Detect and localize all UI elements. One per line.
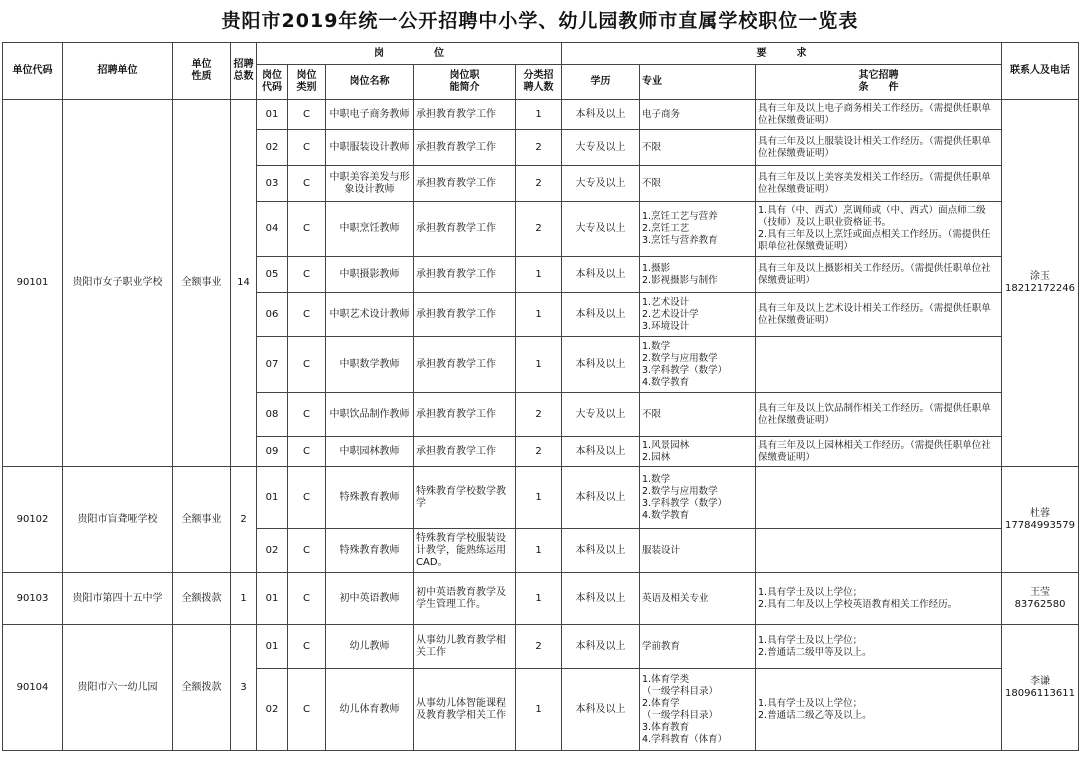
header-requirements-group: 要 求 <box>562 43 1002 65</box>
position-count: 1 <box>516 337 562 393</box>
education-requirement: 本科及以上 <box>562 437 640 467</box>
position-desc: 特殊教育学校服装设计教学，能熟练运用CAD。 <box>414 529 516 573</box>
position-desc: 承担教育教学工作 <box>414 130 516 166</box>
unit-name: 贵阳市第四十五中学 <box>63 573 173 625</box>
position-count: 2 <box>516 130 562 166</box>
position-desc: 从事幼儿体智能课程及教育教学相关工作 <box>414 669 516 751</box>
header-pos-count: 分类招 聘人数 <box>516 65 562 100</box>
other-requirement: 具有三年及以上饮品制作相关工作经历。（需提供任职单位社保缴费证明） <box>756 393 1002 437</box>
education-requirement: 本科及以上 <box>562 625 640 669</box>
header-education: 学历 <box>562 65 640 100</box>
major-requirement: 电子商务 <box>640 100 756 130</box>
contact-info: 杜蓉 17784993579 <box>1002 467 1079 573</box>
major-requirement: 1.数学 2.数学与应用数学 3.学科教学（数学） 4.数学教育 <box>640 467 756 529</box>
major-requirement: 1.艺术设计 2.艺术设计学 3.环境设计 <box>640 293 756 337</box>
position-code: 02 <box>257 669 288 751</box>
other-requirement <box>756 337 1002 393</box>
position-name: 幼儿教师 <box>326 625 414 669</box>
other-requirement: 1.具有学士及以上学位； 2.普通话二级甲等及以上。 <box>756 625 1002 669</box>
header-pos-desc: 岗位职 能简介 <box>414 65 516 100</box>
major-requirement: 1.摄影 2.影视摄影与制作 <box>640 257 756 293</box>
header-contact: 联系人及电话 <box>1002 43 1079 100</box>
education-requirement: 大专及以上 <box>562 202 640 257</box>
position-type: C <box>288 437 326 467</box>
other-requirement: 1.具有学士及以上学位； 2.具有二年及以上学校英语教育相关工作经历。 <box>756 573 1002 625</box>
education-requirement: 大专及以上 <box>562 393 640 437</box>
unit-nature: 全额事业 <box>173 100 231 467</box>
position-count: 1 <box>516 100 562 130</box>
other-requirement: 具有三年及以上服装设计相关工作经历。（需提供任职单位社保缴费证明） <box>756 130 1002 166</box>
position-name: 中职电子商务教师 <box>326 100 414 130</box>
header-pos-type: 岗位 类别 <box>288 65 326 100</box>
major-requirement: 不限 <box>640 130 756 166</box>
other-requirement: 具有三年及以上电子商务相关工作经历。（需提供任职单位社保缴费证明） <box>756 100 1002 130</box>
major-requirement: 不限 <box>640 166 756 202</box>
position-name: 中职饮品制作教师 <box>326 393 414 437</box>
unit-name: 贵阳市女子职业学校 <box>63 100 173 467</box>
position-name: 特殊教育教师 <box>326 529 414 573</box>
education-requirement: 本科及以上 <box>562 669 640 751</box>
position-desc: 从事幼儿教育教学相关工作 <box>414 625 516 669</box>
position-code: 09 <box>257 437 288 467</box>
unit-total: 14 <box>231 100 257 467</box>
education-requirement: 本科及以上 <box>562 100 640 130</box>
position-type: C <box>288 257 326 293</box>
major-requirement: 学前教育 <box>640 625 756 669</box>
position-type: C <box>288 337 326 393</box>
position-name: 中职数学教师 <box>326 337 414 393</box>
header-major: 专业 <box>640 65 756 100</box>
position-code: 02 <box>257 529 288 573</box>
other-requirement: 1.具有学士及以上学位； 2.普通话二级乙等及以上。 <box>756 669 1002 751</box>
other-requirement: 具有三年及以上艺术设计相关工作经历。（需提供任职单位社保缴费证明） <box>756 293 1002 337</box>
position-desc: 承担教育教学工作 <box>414 100 516 130</box>
position-count: 2 <box>516 202 562 257</box>
position-count: 2 <box>516 393 562 437</box>
education-requirement: 本科及以上 <box>562 467 640 529</box>
positions-table <box>2 42 1079 751</box>
position-desc: 承担教育教学工作 <box>414 257 516 293</box>
position-count: 1 <box>516 573 562 625</box>
position-type: C <box>288 573 326 625</box>
position-name: 中职服装设计教师 <box>326 130 414 166</box>
other-requirement: 1.具有（中、西式）烹调师或（中、西式）面点师二级（技师）及以上职业资格证书。 2.具有三年及以上烹饪或面点相关工作经历。（需提供任职单位社保缴费证明） <box>756 202 1002 257</box>
other-requirement <box>756 467 1002 529</box>
header-other: 其它招聘 条 件 <box>756 65 1002 100</box>
major-requirement: 服装设计 <box>640 529 756 573</box>
unit-code: 90103 <box>3 573 63 625</box>
position-name: 中职摄影教师 <box>326 257 414 293</box>
contact-info: 李谦 18096113611 <box>1002 625 1079 751</box>
position-desc: 初中英语教育教学及学生管理工作。 <box>414 573 516 625</box>
position-code: 03 <box>257 166 288 202</box>
unit-nature: 全额拨款 <box>173 625 231 751</box>
position-name: 幼儿体育教师 <box>326 669 414 751</box>
position-count: 1 <box>516 669 562 751</box>
header-pos-code: 岗位 代码 <box>257 65 288 100</box>
other-requirement: 具有三年及以上摄影相关工作经历。（需提供任职单位社保缴费证明） <box>756 257 1002 293</box>
position-count: 1 <box>516 529 562 573</box>
position-type: C <box>288 393 326 437</box>
other-requirement: 具有三年及以上美容美发相关工作经历。（需提供任职单位社保缴费证明） <box>756 166 1002 202</box>
major-requirement: 不限 <box>640 393 756 437</box>
position-count: 1 <box>516 467 562 529</box>
position-name: 中职烹饪教师 <box>326 202 414 257</box>
position-count: 1 <box>516 257 562 293</box>
unit-total: 3 <box>231 625 257 751</box>
header-unit-nature: 单位 性质 <box>173 43 231 100</box>
position-code: 01 <box>257 467 288 529</box>
unit-nature: 全额拨款 <box>173 573 231 625</box>
position-type: C <box>288 100 326 130</box>
position-type: C <box>288 529 326 573</box>
education-requirement: 本科及以上 <box>562 573 640 625</box>
unit-code: 90104 <box>3 625 63 751</box>
position-desc: 承担教育教学工作 <box>414 166 516 202</box>
major-requirement: 1.烹饪工艺与营养 2.烹饪工艺 3.烹饪与营养教育 <box>640 202 756 257</box>
position-type: C <box>288 166 326 202</box>
position-code: 05 <box>257 257 288 293</box>
major-requirement: 1.风景园林 2.园林 <box>640 437 756 467</box>
other-requirement: 具有三年及以上园林相关工作经历。（需提供任职单位社保缴费证明） <box>756 437 1002 467</box>
position-desc: 承担教育教学工作 <box>414 202 516 257</box>
position-desc: 承担教育教学工作 <box>414 437 516 467</box>
page-title: 贵阳市2019年统一公开招聘中小学、幼儿园教师市直属学校职位一览表 <box>221 10 859 32</box>
table-row <box>3 573 1079 625</box>
unit-code: 90102 <box>3 467 63 573</box>
position-count: 2 <box>516 166 562 202</box>
position-type: C <box>288 625 326 669</box>
table-row <box>3 625 1079 669</box>
unit-total: 1 <box>231 573 257 625</box>
position-code: 04 <box>257 202 288 257</box>
education-requirement: 大专及以上 <box>562 166 640 202</box>
table-row <box>3 467 1079 529</box>
contact-info: 涂玉 18212172246 <box>1002 100 1079 467</box>
position-name: 中职艺术设计教师 <box>326 293 414 337</box>
position-code: 06 <box>257 293 288 337</box>
other-requirement <box>756 529 1002 573</box>
position-count: 1 <box>516 293 562 337</box>
major-requirement: 1.体育学类 （一级学科目录） 2.体育学 （一级学科目录） 3.体育教育 4.学科教育（体育） <box>640 669 756 751</box>
header-unit-code: 单位代码 <box>3 43 63 100</box>
header-total: 招聘 总数 <box>231 43 257 100</box>
unit-total: 2 <box>231 467 257 573</box>
position-type: C <box>288 130 326 166</box>
unit-nature: 全额事业 <box>173 467 231 573</box>
education-requirement: 大专及以上 <box>562 130 640 166</box>
major-requirement: 1.数学 2.数学与应用数学 3.学科教学（数学） 4.数学教育 <box>640 337 756 393</box>
position-name: 中职园林教师 <box>326 437 414 467</box>
position-name: 特殊教育教师 <box>326 467 414 529</box>
position-code: 01 <box>257 100 288 130</box>
major-requirement: 英语及相关专业 <box>640 573 756 625</box>
position-desc: 特殊教育学校数学教学 <box>414 467 516 529</box>
position-name: 初中英语教师 <box>326 573 414 625</box>
position-count: 2 <box>516 625 562 669</box>
position-code: 01 <box>257 573 288 625</box>
contact-info: 王莹 83762580 <box>1002 573 1079 625</box>
unit-code: 90101 <box>3 100 63 467</box>
position-desc: 承担教育教学工作 <box>414 337 516 393</box>
unit-name: 贵阳市盲聋哑学校 <box>63 467 173 573</box>
position-type: C <box>288 669 326 751</box>
header-pos-name: 岗位名称 <box>326 65 414 100</box>
unit-name: 贵阳市六一幼儿园 <box>63 625 173 751</box>
position-count: 2 <box>516 437 562 467</box>
position-desc: 承担教育教学工作 <box>414 293 516 337</box>
header-position-group: 岗 位 <box>257 43 562 65</box>
education-requirement: 本科及以上 <box>562 337 640 393</box>
position-desc: 承担教育教学工作 <box>414 393 516 437</box>
education-requirement: 本科及以上 <box>562 529 640 573</box>
education-requirement: 本科及以上 <box>562 293 640 337</box>
position-type: C <box>288 293 326 337</box>
header-unit-name: 招聘单位 <box>63 43 173 100</box>
position-type: C <box>288 202 326 257</box>
position-code: 02 <box>257 130 288 166</box>
position-type: C <box>288 467 326 529</box>
position-code: 07 <box>257 337 288 393</box>
position-code: 01 <box>257 625 288 669</box>
position-name: 中职美容美发与形象设计教师 <box>326 166 414 202</box>
position-code: 08 <box>257 393 288 437</box>
education-requirement: 本科及以上 <box>562 257 640 293</box>
table-row <box>3 100 1079 130</box>
